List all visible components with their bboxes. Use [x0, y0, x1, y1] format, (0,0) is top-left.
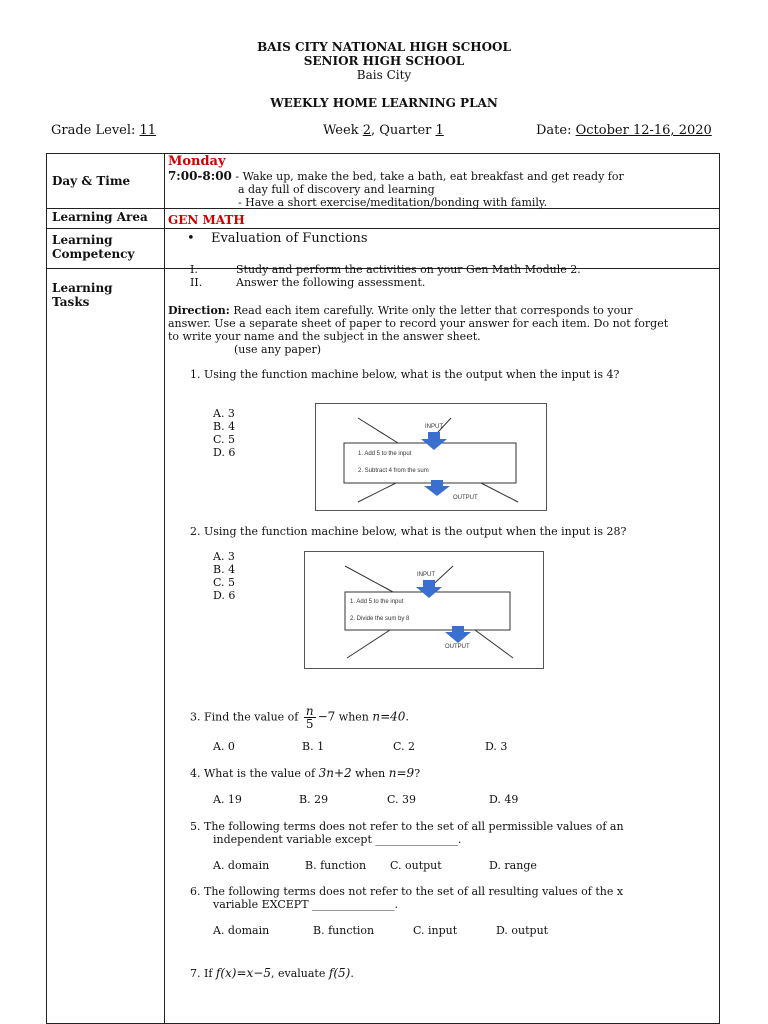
- q4-choice-b: B. 29: [299, 793, 329, 806]
- q4-expression: 3n+2: [318, 766, 352, 780]
- school-name: BAIS CITY NATIONAL HIGH SCHOOL: [257, 40, 511, 54]
- quarter-label: , Quarter: [370, 123, 436, 138]
- q1-choice-c: C. 5: [213, 433, 236, 446]
- direction-label: Direction:: [168, 304, 230, 317]
- machine-2-output: OUTPUT: [445, 644, 470, 650]
- plan-title: WEEKLY HOME LEARNING PLAN: [270, 96, 498, 110]
- question-2-choices: [213, 550, 235, 602]
- q1-choice-b: B. 4: [213, 420, 236, 433]
- q7-mid: , evaluate: [271, 967, 329, 980]
- q3-condition: n=40: [372, 709, 406, 724]
- q3-choice-b: B. 1: [302, 740, 325, 753]
- q6-choice-c: C. input: [413, 924, 458, 937]
- q4-end: ?: [414, 767, 421, 780]
- q6-choice-d: D. output: [496, 924, 549, 937]
- time: 7:00-8:00: [167, 169, 232, 183]
- task-2: Answer the following assessment.: [236, 276, 426, 289]
- q5-choice-a: A. domain: [213, 859, 270, 872]
- q7-evaluate: f(5): [328, 966, 351, 980]
- task-1-num: I.: [190, 263, 198, 276]
- q6-choice-b: B. function: [313, 924, 375, 937]
- task-1: Study and perform the activities on your Gen Math Module 2.: [236, 263, 581, 276]
- date: [536, 123, 712, 138]
- function-machine-2-diagram: [305, 552, 543, 668]
- q4-choice-d: D. 49: [489, 793, 519, 806]
- learning-area-row: [47, 209, 720, 229]
- q6-choice-a: A. domain: [213, 924, 270, 937]
- question-5-line-2: independent variable except _______________.: [213, 833, 462, 846]
- learning-area-label: Learning Area: [47, 209, 165, 229]
- date-value: October 12-16, 2020: [575, 123, 712, 138]
- question-5-line-1: 5. The following terms does not refer to the set of all permissible values of an: [190, 820, 624, 833]
- machine-1-step-2: 2. Subtract 4 from the sum: [358, 468, 429, 474]
- q5-choice-d: D. range: [489, 859, 537, 872]
- direction-line-2: answer. Use a separate sheet of paper to record your answer for each item. Do not forget: [168, 317, 669, 330]
- quarter-value: 1: [435, 123, 444, 138]
- routine-line-3: - Have a short exercise/meditation/bonding with family.: [237, 196, 548, 209]
- grade-value: 11: [139, 123, 157, 138]
- tasks-label-2: Tasks: [52, 295, 90, 309]
- competency-value: Evaluation of Functions: [210, 231, 368, 246]
- question-1-choices: [213, 407, 235, 459]
- question-4: [190, 766, 420, 780]
- grade-label: Grade Level:: [51, 123, 140, 138]
- q3-numerator: n: [305, 704, 314, 718]
- day-time-cell: [164, 154, 719, 209]
- q3-choice-d: D. 3: [485, 740, 508, 753]
- day-time-label: Day & Time: [47, 154, 165, 209]
- day: Monday: [167, 154, 226, 169]
- q4-prefix: 4. What is the value of: [190, 767, 319, 780]
- machine-2-step-2: 2. Divide the sum by 8: [350, 616, 410, 622]
- tasks-label: [47, 269, 165, 1024]
- question-7: [190, 966, 354, 980]
- q5-choice-b: B. function: [305, 859, 367, 872]
- machine-1-input: INPUT: [425, 424, 443, 430]
- function-machine-1-diagram: [316, 404, 546, 510]
- direction-line-3: to write your name and the subject in the answer sheet.: [168, 330, 481, 343]
- question-3: [190, 705, 409, 730]
- direction-text-1: Read each item carefully. Write only the letter that corresponds to your: [229, 304, 633, 317]
- machine-2-step-1: 1. Add 5 to the input: [350, 599, 404, 605]
- question-6-line-1: 6. The following terms does not refer to the set of all resulting values of the x: [190, 885, 624, 898]
- q4-when: when: [351, 767, 389, 780]
- q4-choice-a: A. 19: [213, 793, 242, 806]
- q5-choice-c: C. output: [390, 859, 442, 872]
- function-machine-1: [315, 403, 547, 511]
- q4-condition: n=9: [388, 766, 415, 780]
- q4-choice-c: C. 39: [387, 793, 417, 806]
- tasks-label-1: Learning: [52, 281, 113, 295]
- q2-choice-b: B. 4: [213, 563, 236, 576]
- q2-choice-a: A. 3: [213, 550, 235, 563]
- competency-bullet: •: [186, 231, 195, 246]
- competency-label-1: Learning: [52, 233, 113, 247]
- q3-choice-a: A. 0: [213, 740, 235, 753]
- q7-prefix: 7. If: [190, 967, 216, 980]
- routine-text-1: - Wake up, make the bed, take a bath, eat breakfast and get ready for: [231, 170, 624, 183]
- task-2-num: II.: [190, 276, 203, 289]
- division-name: SENIOR HIGH SCHOOL: [303, 54, 465, 68]
- city-name: Bais City: [356, 68, 412, 82]
- machine-1-output: OUTPUT: [453, 495, 478, 501]
- q3-choice-c: C. 2: [393, 740, 416, 753]
- q3-denominator: 5: [305, 717, 314, 731]
- direction-line-1: [168, 304, 633, 317]
- routine-line-1: [168, 169, 624, 183]
- question-6-line-2: variable EXCEPT _______________.: [213, 898, 399, 911]
- q7-end: .: [350, 967, 354, 980]
- grade-level: [51, 123, 156, 138]
- competency-label: [47, 229, 165, 269]
- direction-line-4: (use any paper): [234, 343, 322, 356]
- q1-choice-d: D. 6: [213, 446, 236, 459]
- q3-prefix: 3. Find the value of: [190, 710, 299, 724]
- week-quarter: [323, 123, 444, 138]
- question-2: 2. Using the function machine below, what is the output when the input is 28?: [190, 525, 627, 538]
- week-label: Week: [323, 123, 363, 138]
- q2-choice-d: D. 6: [213, 589, 236, 602]
- q3-fraction: [304, 705, 316, 730]
- machine-1-step-1: 1. Add 5 to the input: [358, 451, 412, 457]
- date-label: Date:: [536, 123, 576, 138]
- week-value: 2: [362, 123, 371, 138]
- question-1: 1. Using the function machine below, what is the output when the input is 4?: [190, 368, 620, 381]
- function-machine-2: [304, 551, 544, 669]
- learning-area-cell: [164, 209, 719, 229]
- day-time-row: [47, 154, 720, 209]
- q1-choice-a: A. 3: [213, 407, 235, 420]
- competency-label-2: Competency: [52, 247, 135, 261]
- q3-when: when: [335, 710, 373, 724]
- q3-end: .: [405, 710, 409, 724]
- q3-rest: −7: [317, 709, 336, 724]
- q2-choice-c: C. 5: [213, 576, 236, 589]
- learning-area-value: GEN MATH: [167, 213, 245, 227]
- routine-line-2: a day full of discovery and learning: [237, 183, 435, 196]
- machine-2-input: INPUT: [417, 572, 435, 578]
- q7-expression: f(x)=x−5: [215, 966, 271, 980]
